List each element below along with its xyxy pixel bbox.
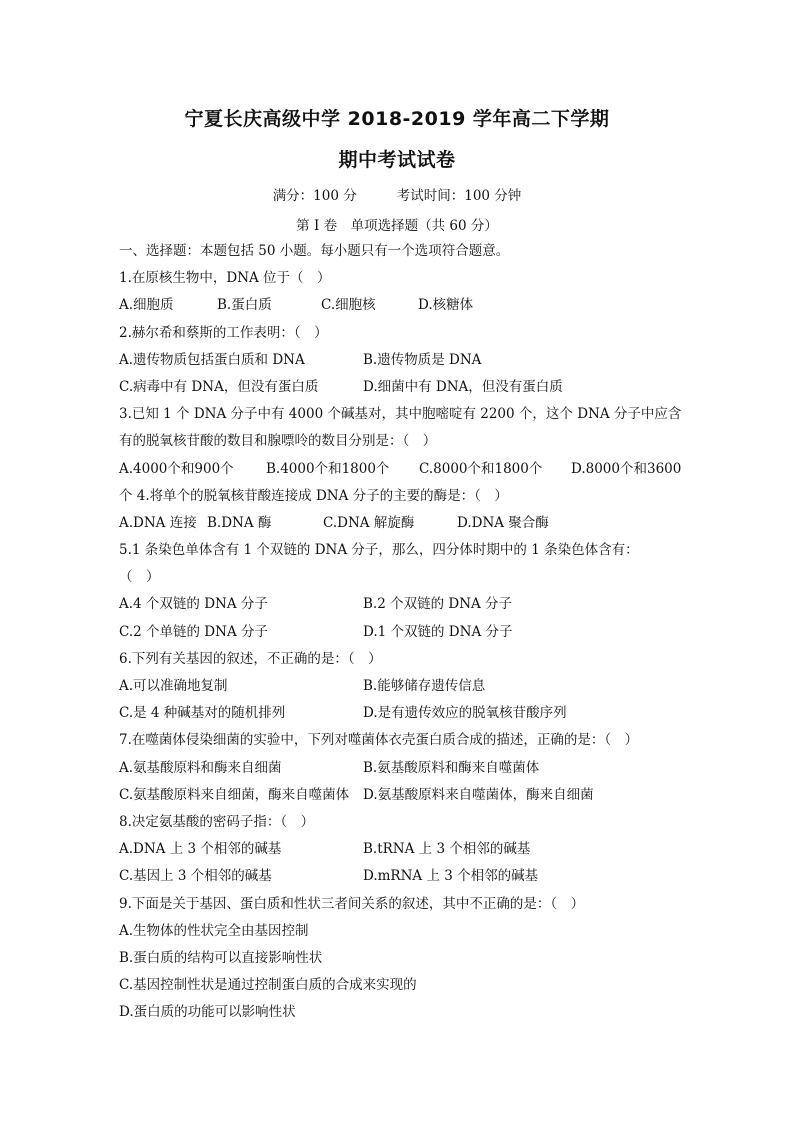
option-row (119, 945, 679, 972)
answer-option: C.8000个和1800个 (419, 460, 543, 477)
answer-option: C.病毒中有 DNA，但没有蛋白质 (119, 378, 319, 395)
option-row (119, 999, 679, 1026)
answer-option: B.tRNA 上 3 个相邻的碱基 (363, 841, 531, 858)
option-row (119, 782, 679, 809)
question-stem: 3.已知 1 个 DNA 分子中有 4000 个碱基对，其中胞嘧啶有 2200 个，这个 DNA 分子中应含 (119, 406, 682, 423)
answer-option: A.DNA 上 3 个相邻的碱基 (119, 841, 282, 858)
question-stem: 有的脱氧核苷酸的数目和腺嘌呤的数目分别是：（ ） (119, 433, 437, 450)
answer-option: C.细胞核 (321, 297, 376, 314)
answer-option: B.2 个双链的 DNA 分子 (363, 596, 513, 613)
exam-title-line2: 期中考试试卷 (338, 149, 456, 171)
answer-option: D.1 个双链的 DNA 分子 (363, 623, 513, 640)
option-row (119, 836, 679, 863)
answer-option: C.氨基酸原料来自细菌，酶来自噬菌体 (119, 786, 350, 803)
section-title: 第 I 卷 单项选择题（共 60 分） (296, 218, 498, 234)
option-row (119, 863, 679, 890)
option-row (119, 619, 679, 646)
answer-option: D.mRNA 上 3 个相邻的碱基 (363, 868, 539, 885)
exam-meta (0, 184, 794, 204)
option-row (119, 972, 679, 999)
option-row (119, 510, 679, 537)
answer-option: A.细胞质 (119, 297, 174, 314)
answer-option: A.DNA 连接 (119, 514, 197, 531)
question-stem: （ ） (119, 569, 160, 586)
answer-option: D.细菌中有 DNA，但没有蛋白质 (363, 378, 563, 395)
answer-option: C.基因上 3 个相邻的碱基 (119, 868, 272, 885)
answer-option: A.氨基酸原料和酶来自细菌 (119, 759, 282, 776)
question-list (119, 238, 682, 1026)
full-score: 满分：100 分 (272, 188, 357, 204)
answer-option: D.核糖体 (418, 297, 474, 314)
answer-option: A.可以准确地复制 (119, 678, 228, 694)
answer-option: D.氨基酸原料来自噬菌体，酶来自细菌 (363, 786, 594, 803)
answer-option: C.基因控制性状是通过控制蛋白质的合成来实现的 (119, 977, 417, 994)
answer-option: A.4 个双链的 DNA 分子 (119, 596, 268, 613)
instructions: 一、选择题：本题包括 50 小题。每小题只有一个选项符合题意。 (119, 243, 510, 259)
option-row (119, 374, 679, 401)
option-row (119, 591, 679, 618)
question-stem: 8.决定氨基酸的密码子指：（ ） (119, 813, 315, 830)
answer-option: B.能够储存遗传信息 (363, 678, 486, 694)
option-row (119, 673, 679, 700)
answer-option: A.生物体的性状完全由基因控制 (119, 922, 309, 939)
answer-option: D.是有遗传效应的脱氧核苷酸序列 (363, 705, 567, 722)
answer-option: B.遗传物质是 DNA (363, 351, 482, 368)
question-stem: 9.下面是关于基因、蛋白质和性状三者间关系的叙述，其中不正确的是：（ ） (119, 895, 585, 912)
answer-option: D.DNA 聚合酶 (457, 514, 549, 531)
answer-option: D.蛋白质的功能可以影响性状 (119, 1004, 296, 1021)
question-stem: 1.在原核生物中，DNA 位于（ ） (119, 270, 331, 287)
question-stem: 7.在噬菌体侵染细菌的实验中，下列对噬菌体衣壳蛋白质合成的描述，正确的是：（ ） (119, 732, 639, 749)
exam-title-line1: 宁夏长庆高级中学 2018-2019 学年高二下学期 (184, 108, 610, 130)
question-stem: 个 4.将单个的脱氧核苷酸连接成 DNA 分子的主要的酶是：（ ） (119, 487, 508, 504)
option-row (119, 755, 679, 782)
answer-option: C.DNA 解旋酶 (323, 514, 415, 531)
answer-option: B.蛋白质 (217, 297, 272, 314)
answer-option: A.4000个和900个 (119, 460, 234, 477)
question-stem: 6.下列有关基因的叙述，不正确的是：（ ） (119, 650, 382, 667)
option-row (119, 700, 679, 727)
option-row (119, 292, 679, 319)
option-row (119, 347, 679, 374)
option-row (119, 918, 679, 945)
question-stem: 2.赫尔希和蔡斯的工作表明：（ ） (119, 324, 328, 341)
answer-option: B.蛋白质的结构可以直接影响性状 (119, 949, 323, 966)
answer-option: B.4000个和1800个 (266, 460, 390, 477)
answer-option: C.是 4 种碱基对的随机排列 (119, 705, 286, 722)
option-row (119, 456, 682, 483)
exam-time: 考试时间：100 分钟 (396, 188, 522, 204)
answer-option: C.2 个单链的 DNA 分子 (119, 623, 268, 640)
answer-option: D.8000个和3600 (571, 460, 682, 477)
question-stem: 5.1 条染色单体含有 1 个双链的 DNA 分子，那么，四分体时期中的 1 条染色体含有： (119, 542, 639, 559)
answer-option: B.氨基酸原料和酶来自噬菌体 (363, 759, 540, 776)
answer-option: A.遗传物质包括蛋白质和 DNA (119, 351, 305, 368)
answer-option: B.DNA 酶 (207, 514, 272, 531)
